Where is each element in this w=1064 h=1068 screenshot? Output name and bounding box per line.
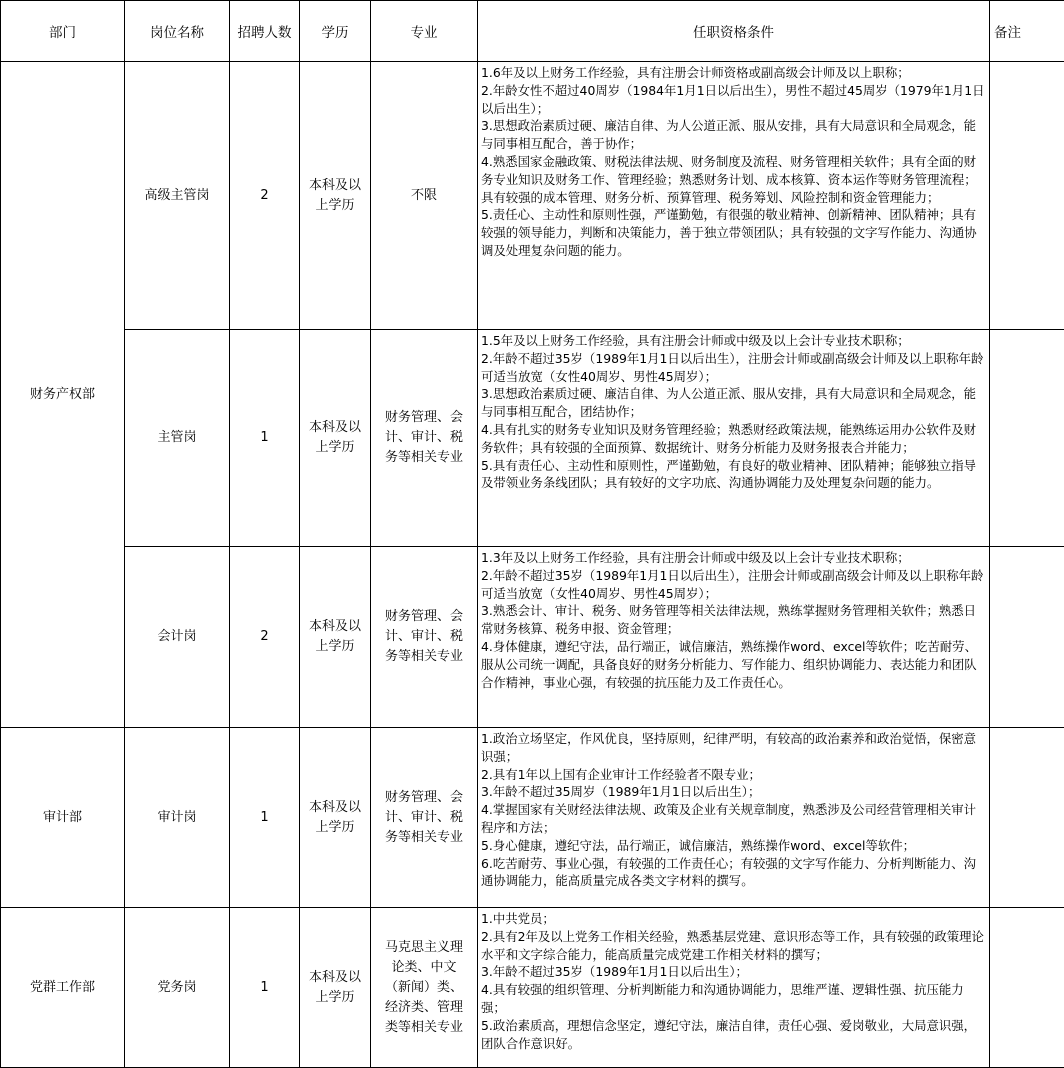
remark-cell bbox=[990, 728, 1064, 908]
requirement-item: 5.责任心、主动性和原则性强，严谨勤勉，有很强的敬业精神、创新精神、团队精神；具有较强的领导能力，判断和决策能力，善于独立带领团队；具有较强的文字写作能力、沟通协调及处理复杂问题的能力。 bbox=[481, 206, 987, 259]
header-education: 学历 bbox=[300, 1, 371, 62]
education-cell: 本科及以上学历 bbox=[300, 908, 371, 1068]
requirement-item: 1.中共党员； bbox=[481, 910, 987, 928]
position-cell: 主管岗 bbox=[125, 330, 230, 547]
requirement-item: 3.年龄不超过35岁（1989年1月1日以后出生）； bbox=[481, 963, 987, 981]
requirement-item: 6.吃苦耐劳、事业心强，有较强的工作责任心；有较强的文字写作能力、分析判断能力、沟通协调能力，能高质量完成各类文字材料的撰写。 bbox=[481, 855, 987, 891]
requirements-cell bbox=[478, 728, 990, 908]
remark-cell bbox=[990, 62, 1064, 330]
education-cell: 本科及以上学历 bbox=[300, 62, 371, 330]
count-cell: 1 bbox=[230, 330, 300, 547]
header-major: 专业 bbox=[371, 1, 478, 62]
requirement-item: 4.具有较强的组织管理、分析判断能力和沟通协调能力，思维严谨、逻辑性强、抗压能力强； bbox=[481, 981, 987, 1017]
major-cell: 财务管理、会计、审计、税务等相关专业 bbox=[371, 728, 478, 908]
requirement-item: 4.掌握国家有关财经法律法规、政策及企业有关规章制度，熟悉涉及公司经营管理相关审计程序和方法； bbox=[481, 801, 987, 837]
requirement-item: 2.年龄不超过35岁（1989年1月1日以后出生），注册会计师或副高级会计师及以上职称年龄可适当放宽（女性40周岁、男性45周岁）； bbox=[481, 567, 987, 603]
header-count: 招聘人数 bbox=[230, 1, 300, 62]
requirement-item: 3.熟悉会计、审计、税务、财务管理等相关法律法规，熟练掌握财务管理相关软件；熟悉日常财务核算、税务申报、资金管理； bbox=[481, 602, 987, 638]
dept-cell: 财务产权部 bbox=[1, 62, 125, 728]
requirement-item: 5.具有责任心、主动性和原则性，严谨勤勉，有良好的敬业精神、团队精神；能够独立指导及带领业务条线团队；具有较好的文字功底、沟通协调能力及处理复杂问题的能力。 bbox=[481, 457, 987, 493]
requirement-item: 1.政治立场坚定，作风优良，坚持原则，纪律严明，有较高的政治素养和政治觉悟，保密意识强； bbox=[481, 730, 987, 766]
remark-cell bbox=[990, 908, 1064, 1068]
table-row bbox=[1, 908, 1064, 1068]
requirements-cell bbox=[478, 547, 990, 728]
remark-cell bbox=[990, 330, 1064, 547]
requirement-item: 2.具有2年及以上党务工作相关经验，熟悉基层党建、意识形态等工作，具有较强的政策理论水平和文字综合能力，能高质量完成党建工作相关材料的撰写； bbox=[481, 928, 987, 964]
major-cell: 不限 bbox=[371, 62, 478, 330]
requirement-item: 5.身心健康，遵纪守法，品行端正，诚信廉洁，熟练操作word、excel等软件； bbox=[481, 837, 987, 855]
education-cell: 本科及以上学历 bbox=[300, 330, 371, 547]
header-remark: 备注 bbox=[990, 1, 1064, 62]
requirement-item: 3.年龄不超过35周岁（1989年1月1日以后出生）； bbox=[481, 783, 987, 801]
requirement-item: 1.6年及以上财务工作经验，具有注册会计师资格或副高级会计师及以上职称； bbox=[481, 64, 987, 82]
requirements-cell bbox=[478, 908, 990, 1068]
requirement-item: 4.熟悉国家金融政策、财税法律法规、财务制度及流程、财务管理相关软件；具有全面的财务专业知识及财务工作、管理经验；熟悉财务计划、成本核算、资本运作等财务管理流程；具有较强的成本管理、财务分析、预算管理、税务筹划、风险控制和资金管理能力； bbox=[481, 153, 987, 206]
major-cell: 财务管理、会计、审计、税务等相关专业 bbox=[371, 330, 478, 547]
requirement-item: 5.政治素质高，理想信念坚定，遵纪守法，廉洁自律，责任心强、爱岗敬业，大局意识强，团队合作意识好。 bbox=[481, 1017, 987, 1053]
count-cell: 2 bbox=[230, 62, 300, 330]
major-cell: 马克思主义理论类、中文（新闻）类、经济类、管理类等相关专业 bbox=[371, 908, 478, 1068]
education-cell: 本科及以上学历 bbox=[300, 547, 371, 728]
header-requirements: 任职资格条件 bbox=[478, 1, 990, 62]
table-row bbox=[1, 728, 1064, 908]
header-row bbox=[1, 1, 1064, 62]
header-position: 岗位名称 bbox=[125, 1, 230, 62]
requirement-item: 1.5年及以上财务工作经验，具有注册会计师或中级及以上会计专业技术职称； bbox=[481, 332, 987, 350]
count-cell: 1 bbox=[230, 908, 300, 1068]
requirement-item: 2.年龄女性不超过40周岁（1984年1月1日以后出生），男性不超过45周岁（1979年1月1日以后出生）； bbox=[481, 82, 987, 118]
requirement-item: 2.年龄不超过35岁（1989年1月1日以后出生），注册会计师或副高级会计师及以上职称年龄可适当放宽（女性40周岁、男性45周岁）； bbox=[481, 350, 987, 386]
requirements-cell bbox=[478, 330, 990, 547]
remark-cell bbox=[990, 547, 1064, 728]
requirement-item: 4.身体健康，遵纪守法，品行端正，诚信廉洁，熟练操作word、excel等软件；吃苦耐劳、服从公司统一调配，具备良好的财务分析能力、写作能力、组织协调能力、表达能力和团队合作精神，事业心强，有较强的抗压能力及工作责任心。 bbox=[481, 638, 987, 691]
major-cell: 财务管理、会计、审计、税务等相关专业 bbox=[371, 547, 478, 728]
dept-cell: 党群工作部 bbox=[1, 908, 125, 1068]
table-row bbox=[1, 62, 1064, 330]
position-cell: 党务岗 bbox=[125, 908, 230, 1068]
count-cell: 1 bbox=[230, 728, 300, 908]
requirements-cell bbox=[478, 62, 990, 330]
position-cell: 高级主管岗 bbox=[125, 62, 230, 330]
requirement-item: 4.具有扎实的财务专业知识及财务管理经验；熟悉财经政策法规，能熟练运用办公软件及财务软件；具有较强的全面预算、数据统计、财务分析能力及财务报表合并能力； bbox=[481, 421, 987, 457]
requirement-item: 1.3年及以上财务工作经验，具有注册会计师或中级及以上会计专业技术职称； bbox=[481, 549, 987, 567]
position-cell: 会计岗 bbox=[125, 547, 230, 728]
dept-cell: 审计部 bbox=[1, 728, 125, 908]
table-row bbox=[1, 330, 1064, 547]
count-cell: 2 bbox=[230, 547, 300, 728]
header-dept: 部门 bbox=[1, 1, 125, 62]
requirement-item: 3.思想政治素质过硬、廉洁自律、为人公道正派、服从安排，具有大局意识和全局观念，能与同事相互配合，善于协作； bbox=[481, 117, 987, 153]
education-cell: 本科及以上学历 bbox=[300, 728, 371, 908]
requirement-item: 2.具有1年以上国有企业审计工作经验者不限专业； bbox=[481, 766, 987, 784]
table-row bbox=[1, 547, 1064, 728]
requirement-item: 3.思想政治素质过硬、廉洁自律、为人公道正派、服从安排，具有大局意识和全局观念，能与同事相互配合，团结协作； bbox=[481, 385, 987, 421]
position-cell: 审计岗 bbox=[125, 728, 230, 908]
